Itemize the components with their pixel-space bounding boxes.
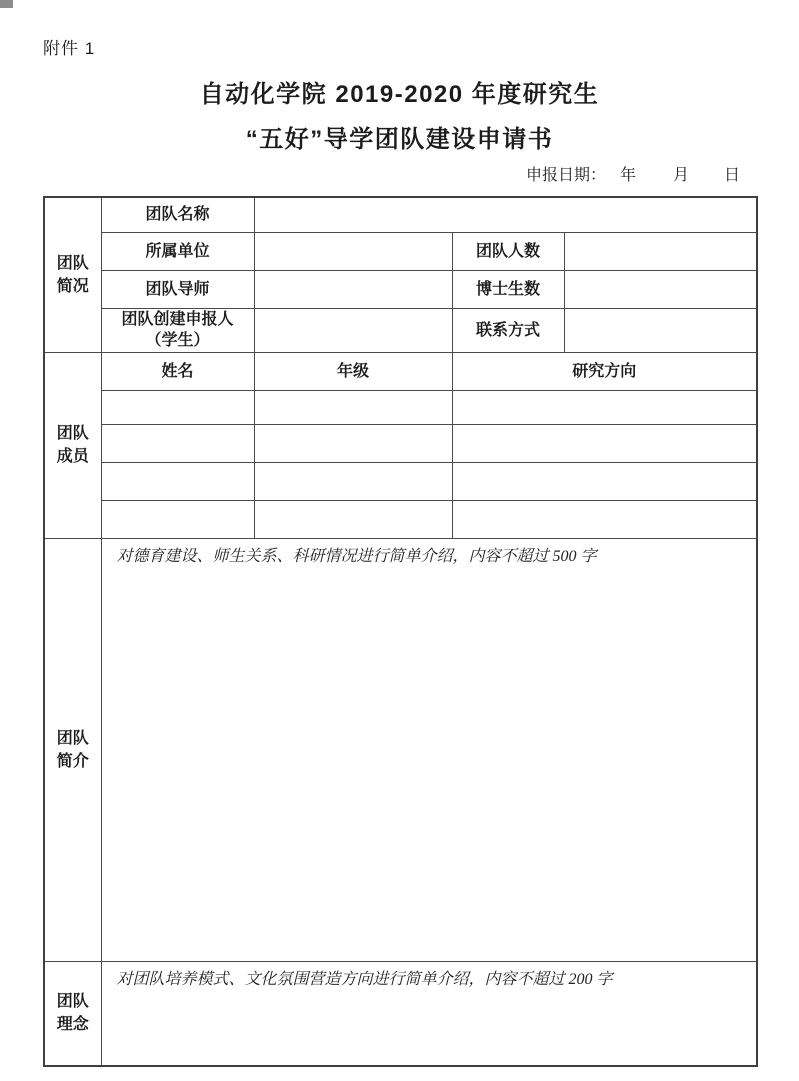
philosophy-instruction: 对团队培养模式、文化氛围营造方向进行简单介绍，内容不超过 200 字 (116, 970, 613, 988)
section-label-members: 团队 成员 (44, 352, 101, 538)
date-day-label: 日 (723, 167, 740, 184)
document-title-line2: “五好”导学团队建设申请书 (245, 126, 554, 153)
date-month-label: 月 (672, 167, 689, 184)
member-research-input[interactable] (452, 462, 757, 500)
unit-row (44, 232, 757, 270)
section-label-philosophy: 团队 理念 (44, 961, 101, 1066)
philosophy-row (44, 961, 757, 1066)
team-name-row (44, 197, 757, 232)
applicant-row (44, 308, 757, 352)
member-research-input[interactable] (452, 424, 757, 462)
member-research-input[interactable] (452, 500, 757, 538)
applicant-label: 团队创建申报人 （学生） (101, 308, 254, 352)
document-title (0, 72, 799, 162)
contact-input[interactable] (564, 308, 757, 352)
member-name-input[interactable] (101, 390, 254, 424)
team-name-input[interactable] (254, 197, 757, 232)
unit-label: 所属单位 (101, 232, 254, 270)
applicant-input[interactable] (254, 308, 452, 352)
contact-label: 联系方式 (452, 308, 564, 352)
philosophy-input[interactable] (101, 961, 757, 1066)
application-date-label: 申报日期： (525, 167, 606, 184)
member-row (44, 424, 757, 462)
member-name-input[interactable] (101, 424, 254, 462)
member-grade-input[interactable] (254, 462, 452, 500)
document-title-line1: 自动化学院 2019-2020 年度研究生 (199, 81, 600, 108)
mentor-input[interactable] (254, 270, 452, 308)
mentor-label: 团队导师 (101, 270, 254, 308)
intro-row (44, 538, 757, 961)
member-research-column-header: 研究方向 (452, 352, 757, 390)
member-name-column-header: 姓名 (101, 352, 254, 390)
member-grade-input[interactable] (254, 500, 452, 538)
team-size-input[interactable] (564, 232, 757, 270)
team-size-label: 团队人数 (452, 232, 564, 270)
team-name-label: 团队名称 (101, 197, 254, 232)
phd-count-input[interactable] (564, 270, 757, 308)
date-year-label: 年 (619, 167, 636, 184)
section-label-intro: 团队 简介 (44, 538, 101, 961)
member-name-input[interactable] (101, 500, 254, 538)
intro-input[interactable] (101, 538, 757, 961)
member-name-input[interactable] (101, 462, 254, 500)
application-date-line (526, 162, 740, 185)
mentor-row (44, 270, 757, 308)
phd-count-label: 博士生数 (452, 270, 564, 308)
member-research-input[interactable] (452, 390, 757, 424)
unit-input[interactable] (254, 232, 452, 270)
scan-artifact-mark (0, 0, 13, 8)
section-label-overview: 团队 简况 (44, 197, 101, 352)
member-row (44, 462, 757, 500)
application-form-table (43, 196, 758, 1067)
member-grade-input[interactable] (254, 424, 452, 462)
attachment-label: 附件 1 (43, 39, 96, 58)
intro-instruction: 对德育建设、师生关系、科研情况进行简单介绍，内容不超过 500 字 (116, 547, 597, 565)
member-grade-column-header: 年级 (254, 352, 452, 390)
member-grade-input[interactable] (254, 390, 452, 424)
member-row (44, 500, 757, 538)
member-row (44, 390, 757, 424)
members-header-row (44, 352, 757, 390)
